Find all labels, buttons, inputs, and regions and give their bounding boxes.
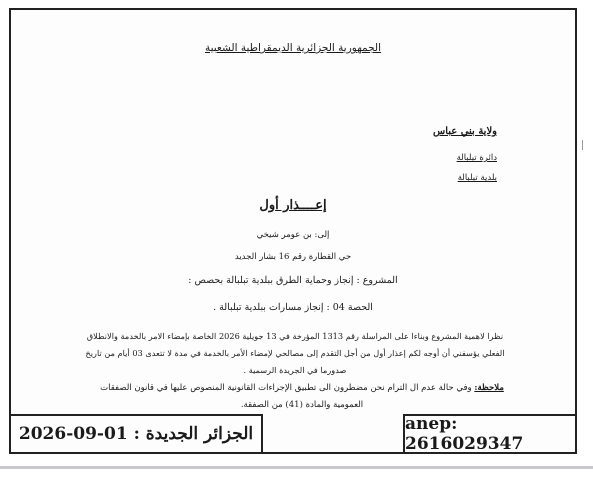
note-text: وفي حالة عدم ال الترام نحن مضطرون الى تطبيق الإجراءات القانونية المنصوص عليها في قانون الصفقات العمومية والمادة (41) من الصفقة. [100, 383, 472, 410]
daira-label: دائرة تبلبالة [456, 153, 497, 163]
project-line: المشروع : إنجاز وحماية الطرق ببلدية تبلبالة بحصص : [188, 275, 398, 286]
baladia-label: بلدية تبلبالة [457, 173, 497, 183]
recipient-name: إلى: بن عومر شيخي [256, 230, 330, 240]
page-divider [0, 466, 593, 469]
note-paragraph [91, 380, 513, 414]
footer-date-box: الجزائر الجديدة : 01-09-2026 [11, 414, 263, 452]
recipient-address: حي القطارة رقم 16 بشار الجديد [234, 252, 352, 262]
wilaya-label: ولاية بني عباس [432, 126, 497, 137]
edge-tick [582, 140, 583, 150]
note-label: ملاحظة: [474, 383, 504, 393]
document-title: إعــــذار أول [259, 198, 327, 213]
body-paragraph: نظرا لاهمية المشروع وبناءا على المراسلة رقم 1313 المؤرخة في 13 جويلية 2026 الخاصة بإمضاء الامر بالخدمة والانطلاق الفعلي يؤسفني أن أوجه لكم إعذار أول من أجل التقدم إلى مصالحي لإمضاء الأمر بالخدمة في مدة لا تتعدى 03 أيام من تاريخ صدورما في الجريدة الرسمية . [85, 331, 505, 375]
footer-anep-box: anep: 2616029347 [403, 414, 575, 452]
lot-line: الحصة 04 : إنجاز مسارات ببلدية تبلبالة . [213, 302, 373, 313]
republic-header: الجمهورية الجزائرية الديمقراطية الشعبية [204, 42, 382, 54]
document-frame [9, 8, 577, 454]
document-body [11, 10, 575, 414]
